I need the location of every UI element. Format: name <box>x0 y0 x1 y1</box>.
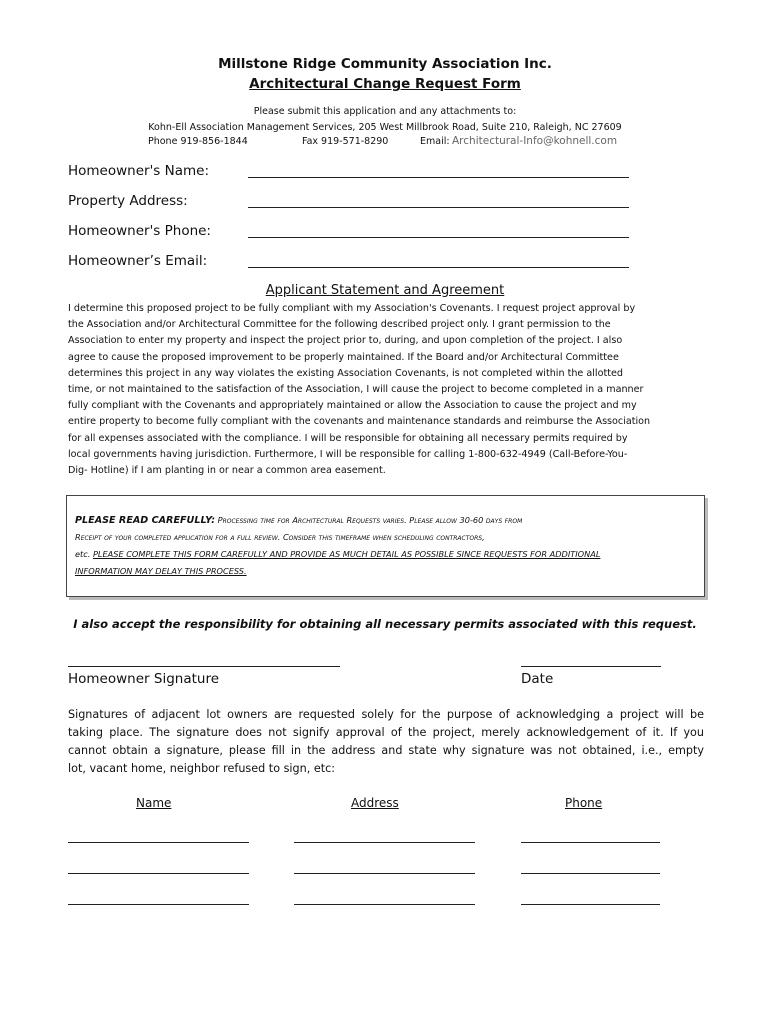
statement-line: determines this project in any way violates the existing Association Covenants, is not completed within the allotted <box>68 367 623 379</box>
homeowner-name-label: Homeowner's Name: <box>68 163 209 179</box>
submit-note: Please submit this application and any attachments to: <box>253 106 517 117</box>
neighbor-address-field[interactable] <box>294 873 475 874</box>
statement-line: for all expenses associated with the compliance. I will be responsible for obtaining all necessary permits required by <box>68 432 628 444</box>
notice-line: Receipt of your completed application for a full review. Consider this timeframe when scheduling contractors, <box>75 532 485 542</box>
statement-line: I determine this proposed project to be fully compliant with my Association's Covenants. I request project approval by <box>68 303 636 314</box>
association-name: Millstone Ridge Community Association Inc. <box>218 56 552 72</box>
homeowner-name-field[interactable] <box>248 177 629 178</box>
notice-line: Processing time for Architectural Requests varies. Please allow 30-60 days from <box>217 515 523 525</box>
management-address: Kohn-Ell Association Management Services, 205 West Millbrook Road, Suite 210, Raleigh, NC 27609 <box>148 122 622 133</box>
statement-line: fully compliant with the Covenants and appropriately maintained or allow the Association to cause the project and my <box>68 400 637 412</box>
statement-line: entire property to become fully compliant with the covenants and maintenance standards and reimburse the Association <box>68 416 651 428</box>
statement-line: Dig- Hotline) if I am planting in or near a common area easement. <box>68 465 386 477</box>
property-address-label: Property Address: <box>68 193 188 209</box>
notice-box <box>66 495 705 597</box>
email-label: Email: <box>420 136 450 147</box>
homeowner-signature-label: Homeowner Signature <box>68 671 219 687</box>
statement-line: time, or not maintained to the satisfaction of the Association, I will cause the project to become completed in a manner <box>68 384 644 396</box>
date-label: Date <box>521 671 554 687</box>
phone-number: Phone 919-856-1844 <box>148 136 248 147</box>
neighbor-phone-field[interactable] <box>521 873 660 874</box>
adjacent-line: Signatures of adjacent lot owners are requested solely for the purpose of acknowledging a project will be <box>68 708 704 721</box>
neighbor-name-field[interactable] <box>68 904 249 905</box>
column-header-phone: Phone <box>565 796 603 810</box>
homeowner-phone-field[interactable] <box>248 237 629 238</box>
statement-line: the Association and/or Architectural Committee for the following described project only. I grant permission to the <box>68 319 611 331</box>
homeowner-email-label: Homeowner’s Email: <box>68 253 208 269</box>
date-field[interactable] <box>521 666 661 667</box>
neighbor-address-field[interactable] <box>294 842 475 843</box>
column-header-address: Address <box>351 796 399 810</box>
homeowner-signature-field[interactable] <box>68 666 340 667</box>
statement-line: Association to enter my property and inspect the project prior to, during, and upon completion of the project. I also <box>68 335 623 347</box>
neighbor-address-field[interactable] <box>294 904 475 905</box>
notice-line: etc. <box>75 549 91 559</box>
notice-line: INFORMATION MAY DELAY THIS PROCESS. <box>75 566 247 576</box>
form-title: Architectural Change Request Form <box>249 76 521 92</box>
homeowner-email-field[interactable] <box>248 267 629 268</box>
statement-line: local governments having jurisdiction. Furthermore, I will be responsible for calling 1-800-632-4949 (Call-Before-You- <box>68 448 628 460</box>
fax-number: Fax 919-571-8290 <box>302 136 389 147</box>
neighbor-phone-field[interactable] <box>521 842 660 843</box>
column-header-name: Name <box>136 796 172 810</box>
neighbor-name-field[interactable] <box>68 873 249 874</box>
statement-heading: Applicant Statement and Agreement <box>265 283 505 298</box>
adjacent-line: cannot obtain a signature, please fill in the address and state why signature was not obtained, i.e., empty <box>68 744 704 757</box>
notice-lead: PLEASE READ CAREFULLY: <box>75 515 216 526</box>
neighbor-name-field[interactable] <box>68 842 249 843</box>
homeowner-phone-label: Homeowner's Phone: <box>68 223 211 239</box>
permits-statement: I also accept the responsibility for obtaining all necessary permits associated with this request. <box>73 617 697 631</box>
adjacent-line: taking place. The signature does not signify approval of the project, merely acknowledgement of it. If you <box>68 726 704 739</box>
property-address-field[interactable] <box>248 207 629 208</box>
statement-line: agree to cause the proposed improvement to be properly maintained. If the Board and/or Architectural Committee <box>68 351 619 363</box>
neighbor-phone-field[interactable] <box>521 904 660 905</box>
notice-text <box>75 512 694 580</box>
statement-body <box>68 301 704 479</box>
email-address[interactable]: Architectural-Info@kohnell.com <box>452 135 618 147</box>
notice-line: PLEASE COMPLETE THIS FORM CAREFULLY AND PROVIDE AS MUCH DETAIL AS POSSIBLE SINCE REQUESTS FOR ADDITIONAL <box>92 549 601 559</box>
adjacent-owners-note <box>68 706 704 778</box>
adjacent-line: lot, vacant home, neighbor refused to sign, etc: <box>68 762 336 775</box>
